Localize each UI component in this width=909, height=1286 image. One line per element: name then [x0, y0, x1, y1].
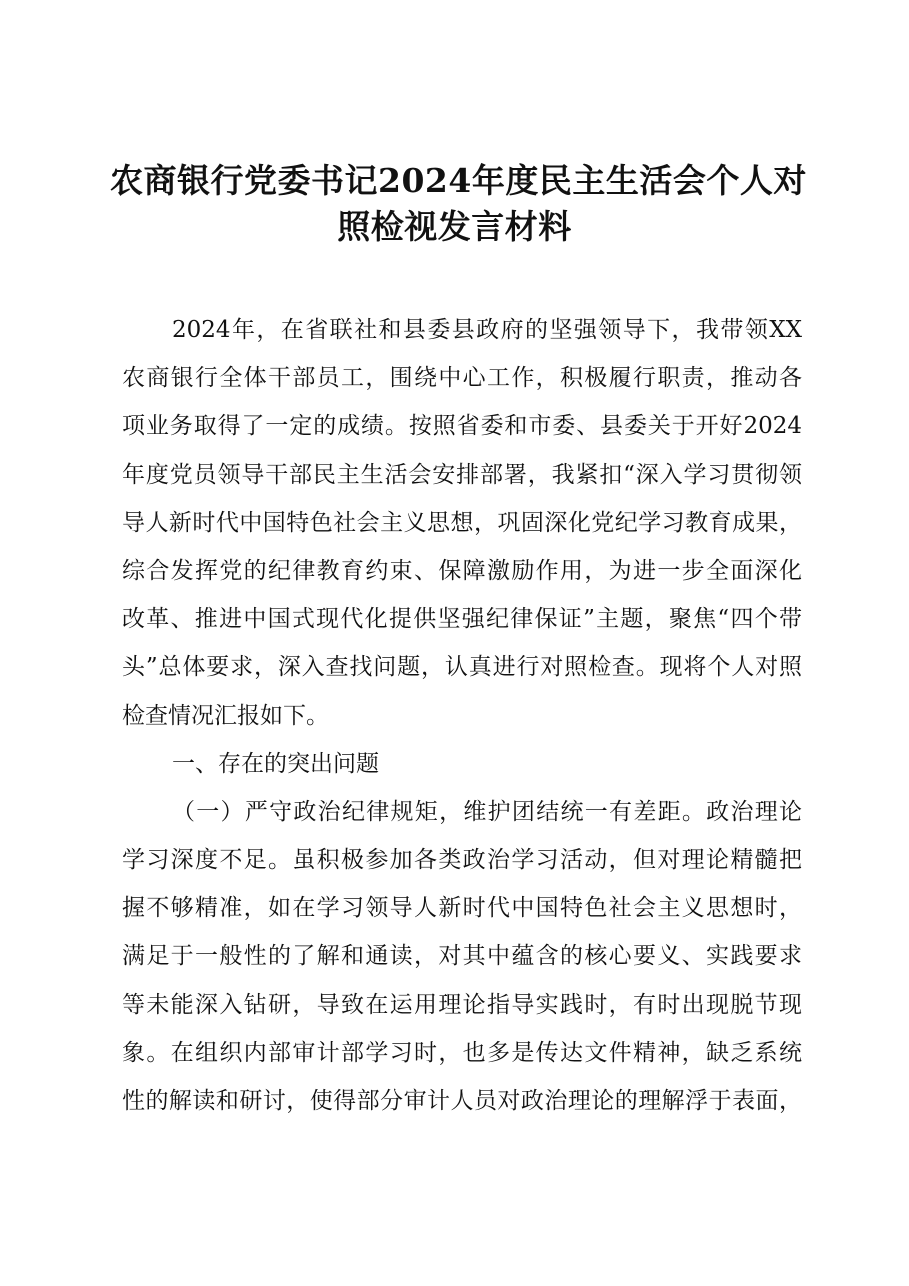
paragraph-2-line-4: 满足于一般性的了解和通读，对其中蕴含的核心要义、实践要求 [122, 943, 802, 970]
paragraph-1-line-4: 年度党员领导干部民主生活会安排部署，我紧扣“深入学习贯彻领 [122, 461, 802, 488]
section-heading-1: 一、存在的突出问题 [172, 750, 379, 777]
paragraph-1-line-3: 项业务取得了一定的成绩。按照省委和市委、县委关于开好2024 [122, 413, 802, 440]
title-line-2: 照检视发言材料 [337, 207, 572, 246]
paragraph-1-line-7: 改革、推进中国式现代化提供坚强纪律保证”主题，聚焦“四个带 [122, 606, 802, 633]
paragraph-2-line-7: 性的解读和研讨，使得部分审计人员对政治理论的理解浮于表面， [122, 1088, 802, 1114]
title-line-1: 农商银行党委书记2024年度民主生活会个人对 [110, 161, 807, 200]
paragraph-1-line-6: 综合发挥党的纪律教育约束、保障激励作用，为进一步全面深化 [122, 557, 802, 584]
document-title [110, 158, 807, 250]
paragraph-1-line-5: 导人新时代中国特色社会主义思想，巩固深化党纪学习教育成果， [122, 509, 802, 536]
paragraph-2-line-1: （一）严守政治纪律规矩，维护团结统一有差距。政治理论 [172, 798, 802, 825]
paragraph-1-line-9: 检查情况汇报如下。 [122, 702, 329, 729]
paragraph-2-line-3: 握不够精准，如在学习领导人新时代中国特色社会主义思想时， [122, 895, 802, 922]
paragraph-1-line-8: 头”总体要求，深入查找问题，认真进行对照检查。现将个人对照 [122, 654, 802, 681]
paragraph-1-line-1: 2024年，在省联社和县委县政府的坚强领导下，我带领XX [172, 317, 802, 343]
paragraph-1-line-2: 农商银行全体干部员工，围绕中心工作，积极履行职责，推动各 [122, 365, 802, 392]
document-body [122, 306, 802, 1125]
paragraph-2-line-5: 等未能深入钻研，导致在运用理论指导实践时，有时出现脱节现 [122, 991, 802, 1018]
paragraph-2-line-6: 象。在组织内部审计部学习时，也多是传达文件精神，缺乏系统 [122, 1039, 802, 1066]
paragraph-2-line-2: 学习深度不足。虽积极参加各类政治学习活动，但对理论精髓把 [122, 847, 802, 874]
